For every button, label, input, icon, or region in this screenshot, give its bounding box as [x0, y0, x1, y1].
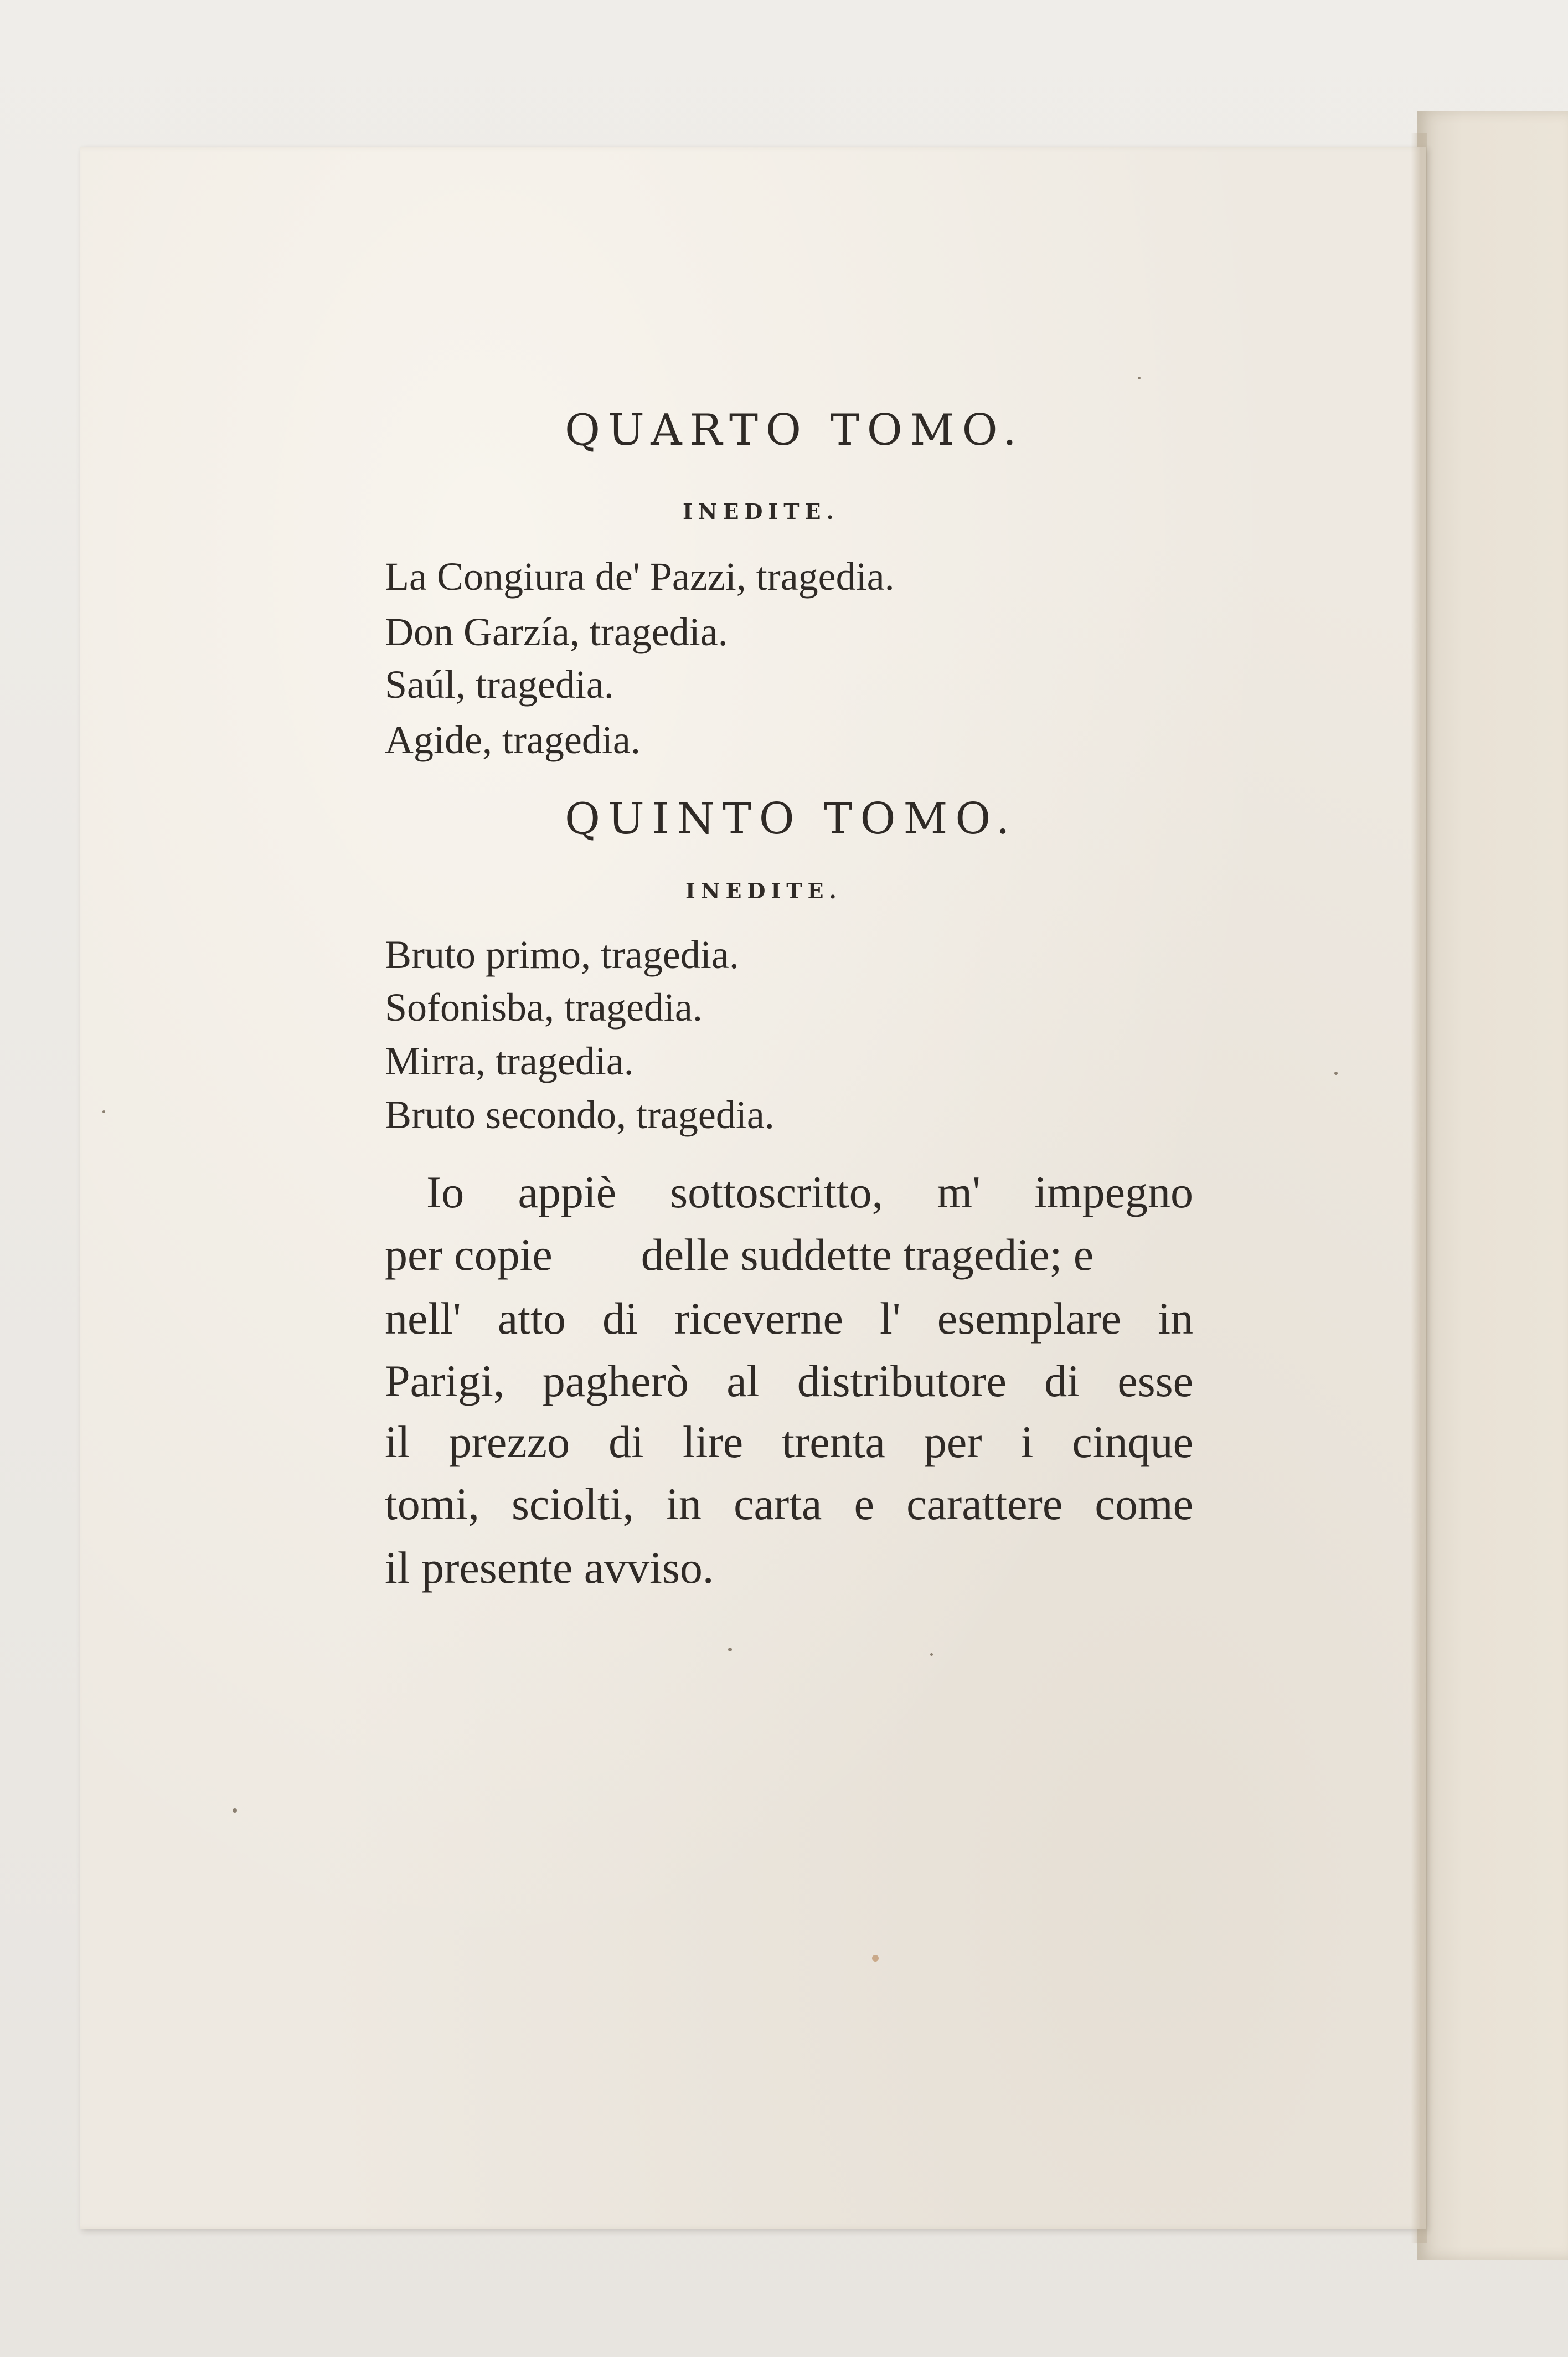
section-five-subheading: INEDITE. [685, 878, 842, 903]
page-fold-shadow [1411, 133, 1427, 2243]
paper-speck [872, 1955, 879, 1962]
section-four-heading: QUARTO TOMO. [565, 405, 1024, 455]
section-four-item: Agide, tragedia. [385, 718, 641, 762]
paper-speck [1138, 377, 1141, 379]
section-four-item: La Congiura de' Pazzi, tragedia. [385, 554, 895, 599]
subscription-line: tomi, sciolti, in carta e carattere come [385, 1479, 1193, 1529]
subscription-text: per copie [385, 1229, 553, 1280]
facing-page [1417, 111, 1568, 2260]
section-four-item: Saúl, tragedia. [385, 662, 614, 707]
paper-speck [102, 1110, 105, 1113]
subscription-text: delle suddette tragedie; e [641, 1229, 1094, 1280]
subscription-line [385, 1229, 1193, 1280]
paper-speck [233, 1808, 237, 1813]
section-four-subheading: INEDITE. [683, 499, 839, 524]
section-five-item: Bruto secondo, tragedia. [385, 1093, 775, 1137]
paper-speck [1334, 1072, 1338, 1075]
section-five-item: Sofonisba, tragedia. [385, 985, 703, 1030]
paper-speck [728, 1648, 732, 1651]
paper-speck [930, 1653, 933, 1656]
subscription-line: Parigi, pagherò al distributore di esse [385, 1356, 1193, 1406]
subscription-line: il presente avviso. [385, 1542, 714, 1593]
section-five-heading: QUINTO TOMO. [565, 794, 1018, 844]
subscription-line: nell' atto di riceverne l' esemplare in [385, 1293, 1193, 1344]
section-five-item: Mirra, tragedia. [385, 1039, 634, 1083]
subscription-line: Io appiè sottoscritto, m' impegno [426, 1167, 1193, 1217]
section-four-item: Don Garzía, tragedia. [385, 610, 728, 654]
section-five-item: Bruto primo, tragedia. [385, 933, 739, 977]
subscription-line: il prezzo di lire trenta per i cinque [385, 1417, 1193, 1467]
